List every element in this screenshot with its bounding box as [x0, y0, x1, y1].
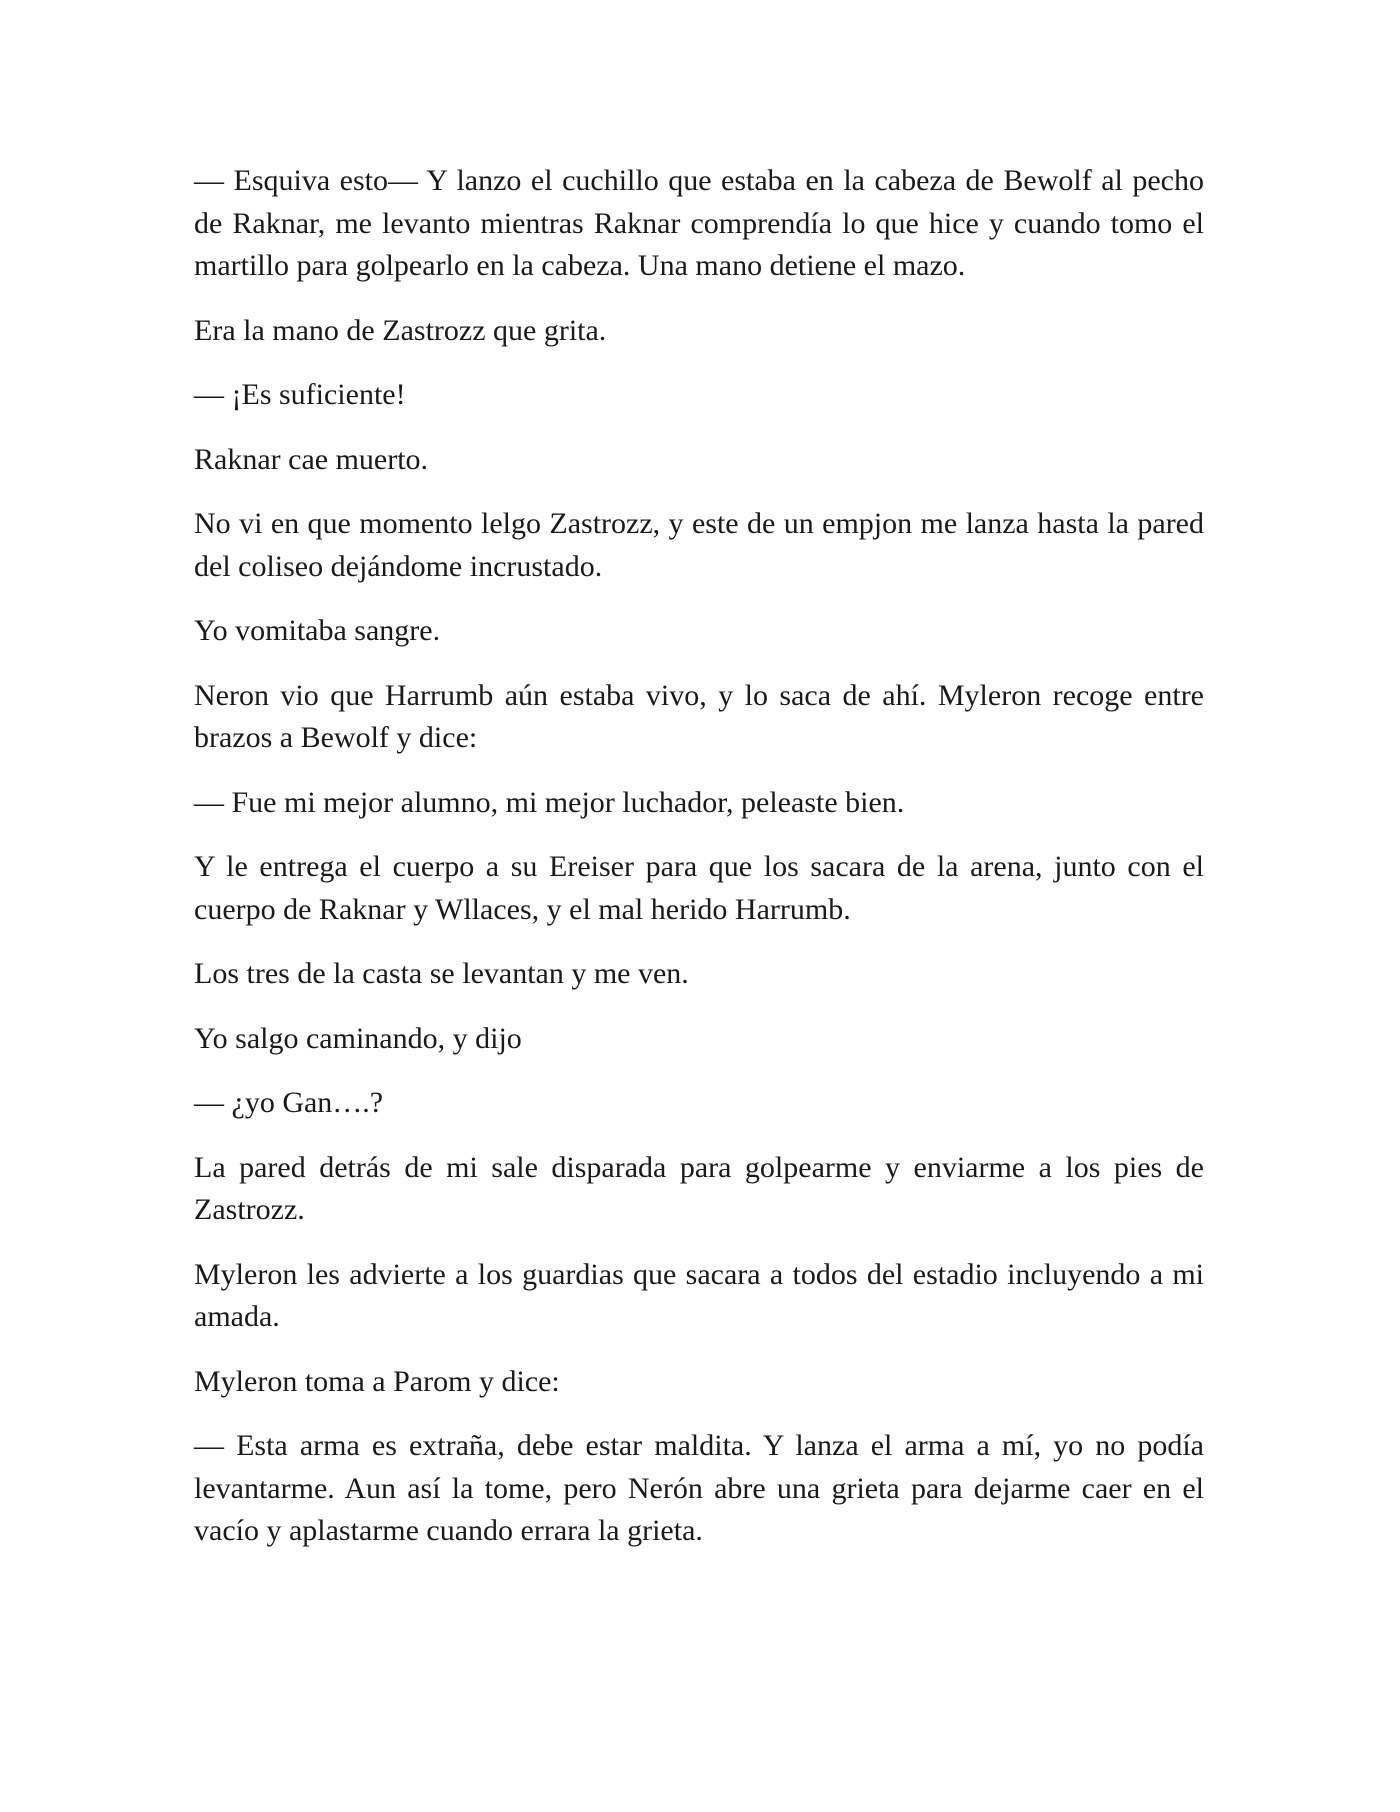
paragraph-6: Yo vomitaba sangre. — [194, 614, 441, 647]
paragraph-10: Los tres de la casta se levantan y me ven. — [194, 957, 689, 990]
document-body — [194, 160, 1204, 1575]
paragraph-13: La pared detrás de mi sale disparada para golpearme y enviarme a los pies de Zastrozz. — [194, 1150, 1204, 1226]
paragraph-9: Y le entrega el cuerpo a su Ereiser para que los sacara de la arena, junto con el cuerpo de Raknar y Wllaces, y el mal herido Harrumb. — [194, 850, 1204, 926]
paragraph-7: Neron vio que Harrumb aún estaba vivo, y lo saca de ahí. Myleron recoge entre brazos a Bewolf y dice: — [194, 678, 1204, 754]
paragraph-3: — ¡Es suficiente! — [194, 378, 406, 411]
paragraph-4: Raknar cae muerto. — [194, 442, 429, 476]
paragraph-8: — Fue mi mejor alumno, mi mejor luchador, peleaste bien. — [194, 785, 905, 819]
paragraph-15: Myleron toma a Parom y dice: — [194, 1364, 560, 1398]
paragraph-1: — Esquiva esto— Y lanzo el cuchillo que estaba en la cabeza de Bewolf al pecho de Raknar, me levanto mientras Raknar comprendía lo que hice y cuando tomo el martillo para golpearlo en la cabeza. Una mano detiene el mazo. — [194, 164, 1204, 282]
paragraph-11: Yo salgo caminando, y dijo — [194, 1021, 522, 1055]
paragraph-16: — Esta arma es extraña, debe estar maldita. Y lanza el arma a mí, yo no podía levantarme. Aun así la tome, pero Nerón abre una grieta para dejarme caer en el vacío y aplastarme cuando errara la grieta. — [194, 1429, 1204, 1547]
paragraph-12: — ¿yo Gan….? — [194, 1086, 384, 1119]
paragraph-2: Era la mano de Zastrozz que grita. — [194, 313, 607, 347]
paragraph-14: Myleron les advierte a los guardias que sacara a todos del estadio incluyendo a mi amada. — [194, 1257, 1204, 1333]
paragraph-5: No vi en que momento lelgo Zastrozz, y este de un empjon me lanza hasta la pared del coliseo dejándome incrustado. — [194, 507, 1204, 583]
